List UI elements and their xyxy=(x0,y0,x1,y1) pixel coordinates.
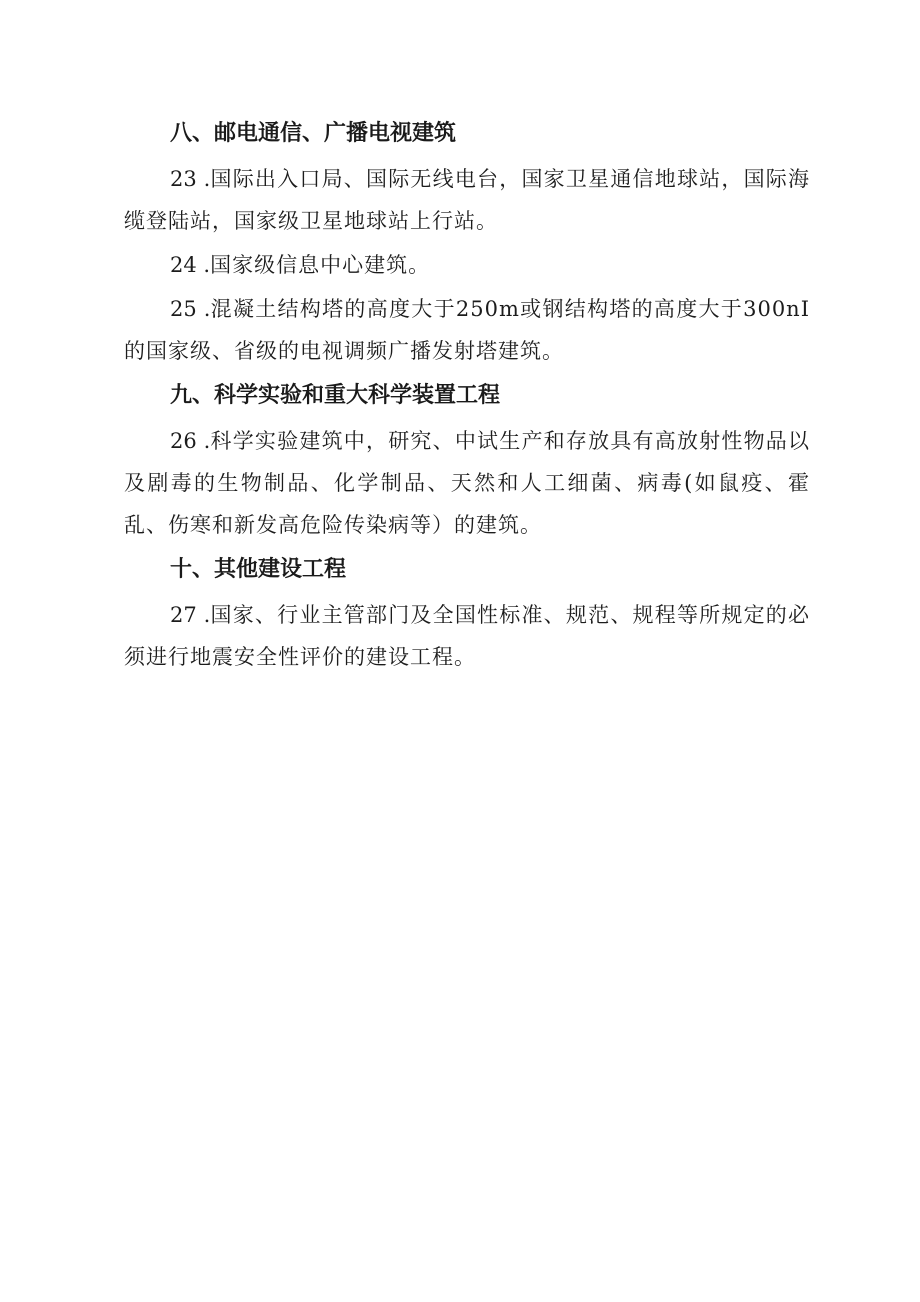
item-text: 国家、行业主管部门及全国性标准、规范、规程等所规定的必须进行地震安全性评价的建设工程。 xyxy=(124,603,811,669)
list-item-23 xyxy=(124,158,810,242)
section-heading-9: 九、科学实验和重大科学装置工程 xyxy=(170,383,501,408)
item-text: 国家级信息中心建筑。 xyxy=(210,253,431,277)
document-body xyxy=(124,112,810,680)
item-text: 混凝土结构塔的高度大于250m或钢结构塔的高度大于300nI的国家级、省级的电视调频广播发射塔建筑。 xyxy=(124,297,810,363)
list-item-27 xyxy=(124,594,810,678)
item-number: 25 . xyxy=(170,297,211,321)
item-text: 科学实验建筑中，研究、中试生产和存放具有高放射性物品以及剧毒的生物制品、化学制品、天然和人工细菌、病毒(如鼠疫、霍乱、伤寒和新发高危险传染病等）的建筑。 xyxy=(124,429,811,537)
list-item-24 xyxy=(124,244,810,286)
list-item-25 xyxy=(124,288,810,372)
item-number: 27 . xyxy=(170,603,211,627)
section-heading-8: 八、邮电通信、广播电视建筑 xyxy=(170,121,457,146)
item-number: 23 . xyxy=(170,167,211,191)
item-number: 26 . xyxy=(170,429,211,453)
item-text: 国际出入口局、国际无线电台，国家卫星通信地球站，国际海缆登陆站，国家级卫星地球站上行站。 xyxy=(124,167,811,233)
item-number: 24 . xyxy=(170,253,211,277)
section-heading-10: 十、其他建设工程 xyxy=(170,557,347,582)
list-item-26 xyxy=(124,420,810,546)
